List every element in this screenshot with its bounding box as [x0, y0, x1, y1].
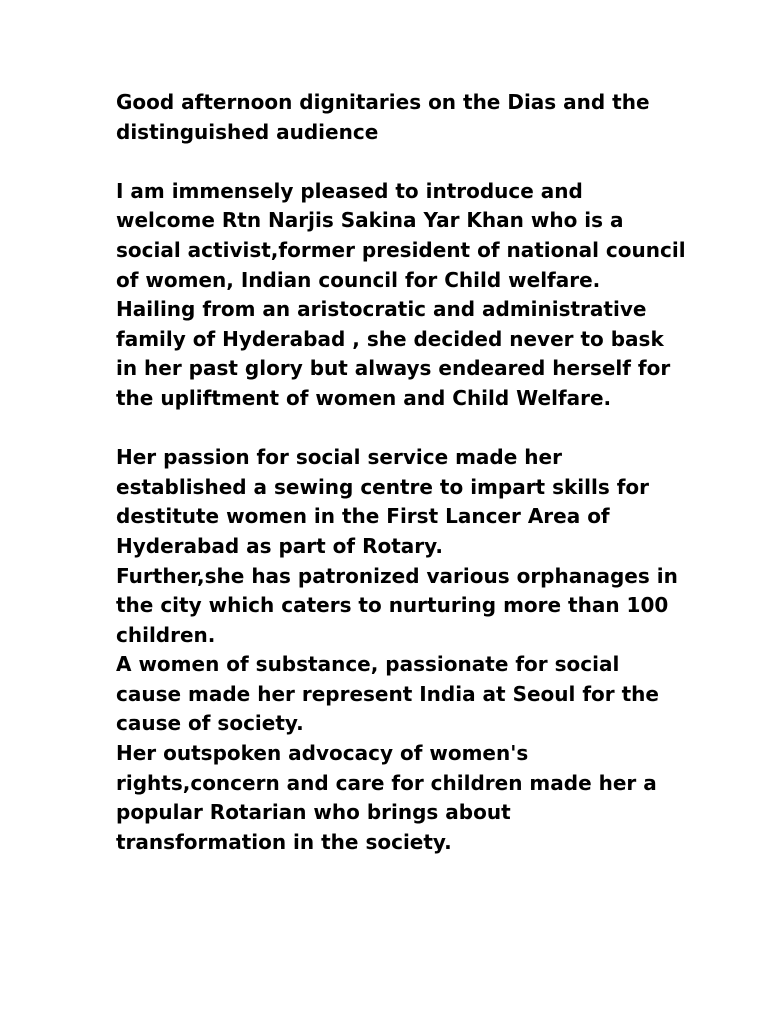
service-line: destitute women in the First Lancer Area of: [116, 504, 610, 529]
service-line: Her passion for social service made her: [116, 445, 562, 470]
greeting-line: distinguished audience: [116, 119, 379, 144]
service-line: Her outspoken advocacy of women's: [116, 741, 529, 766]
intro-line: welcome Rtn Narjis Sakina Yar Khan who is a: [116, 208, 624, 233]
service-line: popular Rotarian who brings about: [116, 800, 511, 825]
intro-line: Hailing from an aristocratic and administrative: [116, 297, 647, 322]
greeting-paragraph: [116, 88, 656, 147]
service-line: Further,she has patronized various orphanages in: [116, 563, 678, 588]
service-line: cause of society.: [116, 711, 304, 736]
service-line: cause made her represent India at Seoul for the: [116, 681, 659, 706]
service-line: the city which caters to nurturing more than 100: [116, 593, 669, 618]
service-paragraph: [116, 443, 678, 857]
paragraph-spacer: [116, 414, 656, 444]
service-line: Hyderabad as part of Rotary.: [116, 533, 443, 558]
service-line: established a sewing centre to impart skills for: [116, 474, 650, 499]
service-line: transformation in the society.: [116, 829, 452, 854]
intro-line: the upliftment of women and Child Welfare.: [116, 385, 612, 410]
service-line: rights,concern and care for children made her a: [116, 770, 657, 795]
intro-line: I am immensely pleased to introduce and: [116, 178, 583, 203]
service-line: children.: [116, 622, 216, 647]
intro-line: of women, Indian council for Child welfare.: [116, 267, 601, 292]
intro-line: in her past glory but always endeared herself for: [116, 356, 671, 381]
greeting-line: Good afternoon dignitaries on the Dias and the: [116, 90, 650, 114]
service-line: A women of substance, passionate for social: [116, 652, 620, 677]
paragraph-spacer: [116, 147, 656, 177]
intro-paragraph: [116, 177, 686, 414]
intro-line: social activist,former president of national council: [116, 237, 686, 262]
intro-line: family of Hyderabad , she decided never to bask: [116, 326, 664, 351]
document-body: [116, 88, 686, 857]
